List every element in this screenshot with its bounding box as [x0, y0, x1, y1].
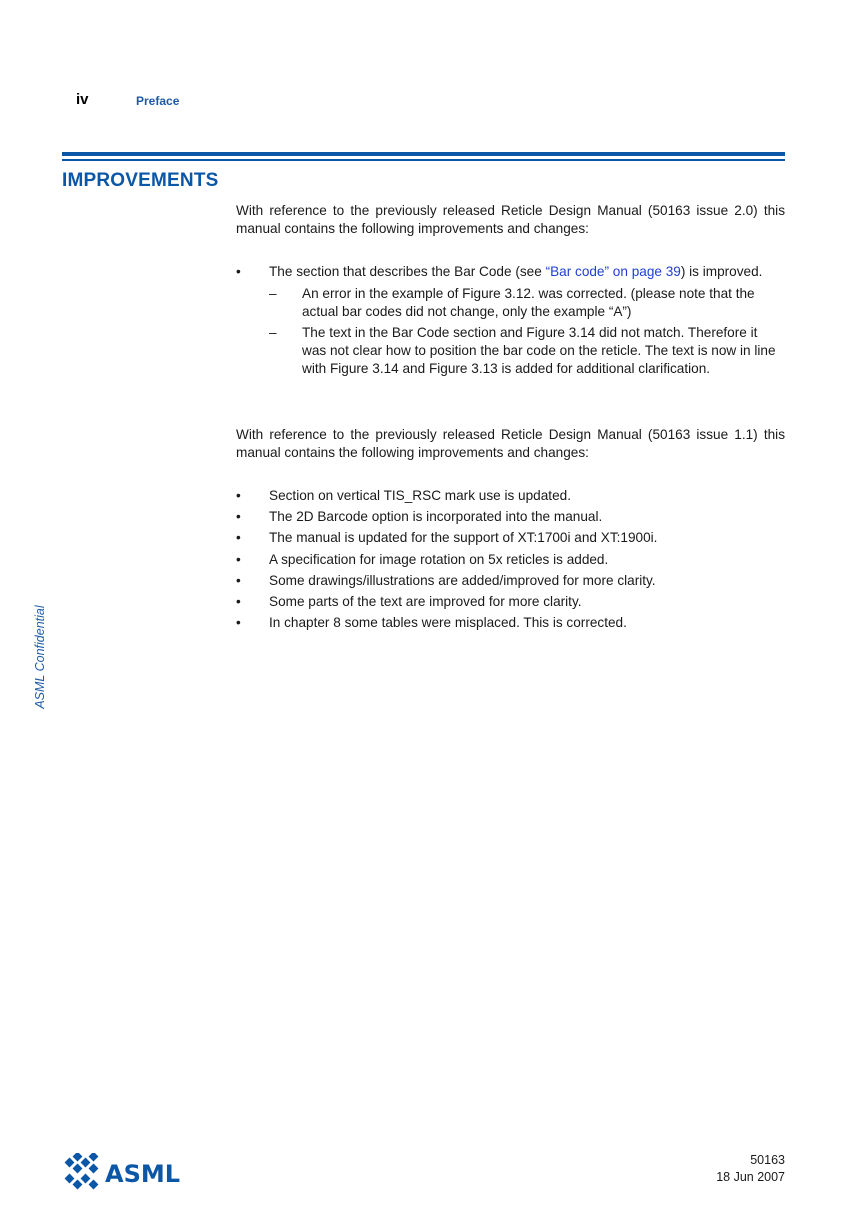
list-item — [236, 508, 785, 526]
list-item — [236, 572, 785, 590]
list-item — [236, 529, 785, 547]
bar-code-page-link[interactable]: “Bar code” on page 39 — [545, 264, 681, 279]
list-item-text-pre: The section that describes the Bar Code (see — [269, 264, 546, 279]
page-number: iv — [76, 91, 89, 108]
dash-marker: – — [269, 325, 277, 340]
improvements-list-1 — [236, 263, 785, 381]
heading-rule-thick — [62, 152, 785, 156]
sub-list — [269, 285, 785, 378]
bullet-marker: • — [236, 264, 241, 279]
section-title: Preface — [136, 94, 180, 108]
page-heading: IMPROVEMENTS — [62, 170, 219, 191]
bullet-marker: • — [236, 593, 241, 609]
list-item — [236, 593, 785, 611]
list-item-text: The manual is updated for the support of XT:1700i and XT:1900i. — [269, 530, 658, 546]
list-item — [236, 551, 785, 569]
intro-paragraph-2: With reference to the previously released Reticle Design Manual (50163 issue 1.1) this manual contains the following improvements and changes: — [236, 427, 785, 460]
bullet-marker: • — [236, 530, 241, 546]
dash-marker: – — [269, 286, 277, 301]
list-item — [236, 614, 785, 632]
list-item-text: The 2D Barcode option is incorporated into the manual. — [269, 509, 603, 525]
sub-list-item-text: The text in the Bar Code section and Figure 3.14 did not match. Therefore it was not clear how to position the bar code on the reticle. The text is now in line with Figure 3.14 and Figure 3.13 is added for additional clarification. — [302, 325, 776, 376]
list-item — [236, 487, 785, 505]
logo-wordmark: ASML — [105, 1160, 181, 1188]
bullet-marker: • — [236, 488, 241, 503]
document-date: 18 Jun 2007 — [716, 1170, 785, 1184]
heading-rule-thin — [62, 159, 785, 161]
bullet-marker: • — [236, 551, 241, 567]
list-item-text: Section on vertical TIS_RSC mark use is updated. — [269, 488, 571, 503]
list-item-text: Some parts of the text are improved for more clarity. — [269, 593, 582, 609]
sub-list-item-text: An error in the example of Figure 3.12. was corrected. (please note that the actual bar codes did not change, only the example “A”) — [302, 286, 755, 319]
confidential-side-label: ASML Confidential — [33, 605, 47, 709]
list-item-text: A specification for image rotation on 5x reticles is added. — [269, 551, 609, 567]
bullet-marker: • — [236, 509, 241, 525]
list-item — [236, 263, 785, 378]
bullet-marker: • — [236, 615, 241, 631]
asml-diamond-icon — [65, 1153, 99, 1189]
sub-list-item — [269, 285, 785, 321]
list-item-text-post: ) is improved. — [680, 264, 763, 279]
list-item-text: Some drawings/illustrations are added/improved for more clarity. — [269, 572, 656, 588]
list-item-text: In chapter 8 some tables were misplaced. This is corrected. — [269, 615, 627, 631]
document-number: 50163 — [750, 1153, 785, 1167]
improvements-list-2 — [236, 487, 785, 635]
sub-list-item — [269, 324, 785, 378]
asml-logo — [60, 1153, 195, 1193]
bullet-marker: • — [236, 572, 241, 588]
intro-paragraph-1: With reference to the previously released Reticle Design Manual (50163 issue 2.0) this manual contains the following improvements and changes: — [236, 203, 785, 236]
